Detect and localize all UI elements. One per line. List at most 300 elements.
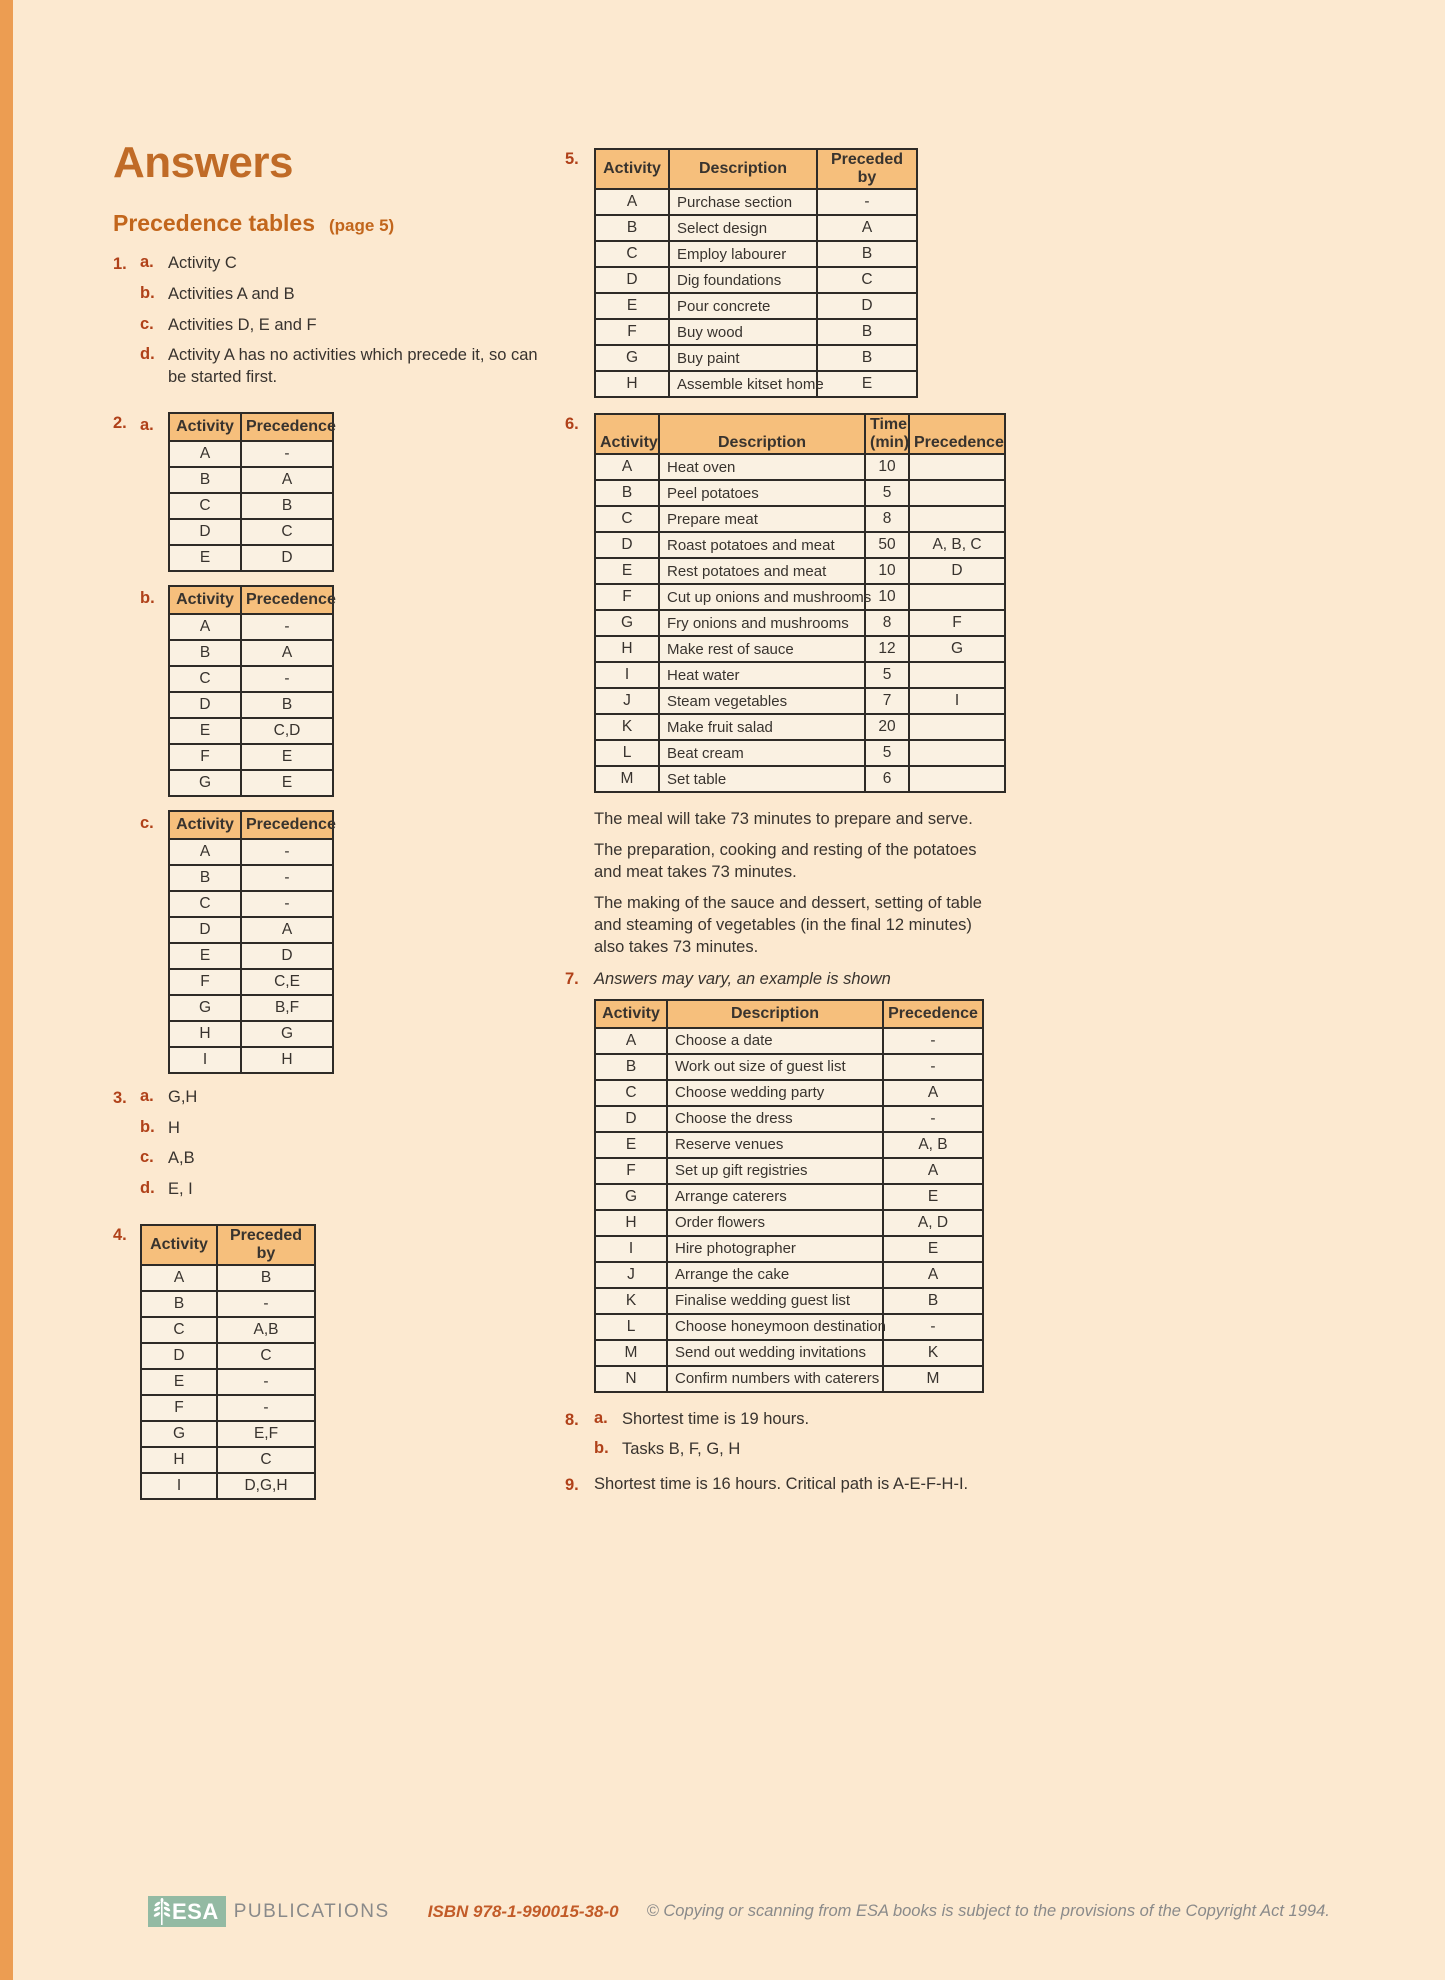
question-8-answers — [594, 1409, 1013, 1471]
item-letter: b. — [594, 1439, 609, 1458]
table-cell: Pour concrete — [669, 293, 817, 319]
table-cell: 10 — [865, 584, 909, 610]
table-cell: I — [169, 1047, 241, 1073]
fern-icon — [152, 1898, 172, 1925]
table-cell: E — [169, 718, 241, 744]
question-6-discussion — [594, 809, 1002, 959]
table-cell: A — [883, 1080, 983, 1106]
item-text: Shortest time is 19 hours. — [622, 1409, 810, 1428]
table-cell: D — [169, 519, 241, 545]
table-cell: Finalise wedding guest list — [667, 1288, 883, 1314]
table-cell: G — [169, 995, 241, 1021]
table-cell: 8 — [865, 506, 909, 532]
table-cell: B — [883, 1288, 983, 1314]
column-header: Precedence — [241, 586, 333, 614]
table-row — [169, 718, 333, 744]
table-cell: H — [595, 636, 659, 662]
table-cell: M — [595, 766, 659, 792]
copyright-notice: © Copying or scanning from ESA books is subject to the provisions of the Copyright Act 1994. — [646, 1902, 1330, 1920]
question-5 — [565, 138, 1013, 398]
table-row — [169, 441, 333, 467]
isbn-text: ISBN 978-1-990015-38-0 — [427, 1901, 619, 1921]
table-row — [595, 1236, 983, 1262]
table-cell: F — [169, 969, 241, 995]
table-cell: Heat oven — [659, 454, 865, 480]
table-cell: H — [595, 371, 669, 397]
table-cell: Make rest of sauce — [659, 636, 865, 662]
table-row — [595, 688, 1005, 714]
answer-item — [140, 1118, 565, 1140]
question-number: 7. — [565, 969, 579, 988]
table-cell: Roast potatoes and meat — [659, 532, 865, 558]
table-cell: B — [817, 319, 917, 345]
table-cell: 8 — [865, 610, 909, 636]
table-cell: G — [595, 345, 669, 371]
table-cell: - — [241, 891, 333, 917]
table-cell: Beat cream — [659, 740, 865, 766]
table-cell: G — [141, 1421, 217, 1447]
table-cell: E — [595, 293, 669, 319]
table-row — [169, 943, 333, 969]
table-cell: - — [817, 189, 917, 215]
table-cell: M — [595, 1340, 667, 1366]
table-cell: I — [595, 1236, 667, 1262]
answer-item — [140, 1087, 565, 1109]
table-cell: C — [241, 519, 333, 545]
table-cell — [909, 714, 1005, 740]
table-row — [169, 744, 333, 770]
table-cell: A — [595, 189, 669, 215]
table-row — [595, 371, 917, 397]
table-cell: C,D — [241, 718, 333, 744]
table-cell: B — [241, 692, 333, 718]
column-header: Preceded by — [217, 1225, 315, 1265]
table-cell: Set up gift registries — [667, 1158, 883, 1184]
table-row — [595, 215, 917, 241]
table-cell: C — [217, 1447, 315, 1473]
table-cell: A — [169, 614, 241, 640]
column-header: Time (min) — [865, 414, 909, 454]
table-row — [595, 610, 1005, 636]
question-number: 1. — [113, 255, 127, 273]
table-row — [169, 545, 333, 571]
table-row — [595, 1028, 983, 1054]
table-cell: B — [169, 467, 241, 493]
table-cell: B — [241, 493, 333, 519]
question-number: 4. — [113, 1225, 127, 1244]
page-content — [113, 138, 1013, 1514]
table-cell — [909, 506, 1005, 532]
table-cell: E — [241, 770, 333, 796]
table-cell: C — [141, 1317, 217, 1343]
table-cell: Prepare meat — [659, 506, 865, 532]
table-cell: Purchase section — [669, 189, 817, 215]
table-row — [141, 1369, 315, 1395]
table-row — [169, 891, 333, 917]
column-header: Activity — [595, 1000, 667, 1028]
table-cell: A — [595, 1028, 667, 1054]
table-cell: I — [595, 662, 659, 688]
table-row — [141, 1421, 315, 1447]
table-row — [595, 740, 1005, 766]
table-cell: - — [883, 1028, 983, 1054]
table-row — [169, 917, 333, 943]
table-row — [595, 506, 1005, 532]
table-cell: E — [595, 558, 659, 584]
item-letter: c. — [140, 813, 154, 832]
question-3-answers — [140, 1087, 565, 1210]
item-text: Activities D, E and F — [168, 315, 317, 334]
table-row — [595, 1080, 983, 1106]
question-8 — [565, 1409, 1013, 1471]
page-edge-strip — [0, 0, 13, 1980]
question-3 — [113, 1087, 565, 1210]
table-row — [595, 189, 917, 215]
table-cell: F — [169, 744, 241, 770]
column-header: Description — [667, 1000, 883, 1028]
table-cell: J — [595, 1262, 667, 1288]
esa-publications-logo — [148, 1896, 226, 1927]
item-letter: b. — [140, 588, 155, 607]
question-1 — [113, 253, 565, 398]
table-cell: C — [169, 666, 241, 692]
table-cell: D,G,H — [217, 1473, 315, 1499]
column-header: Precedence — [241, 413, 333, 441]
table-cell: G — [169, 770, 241, 796]
table-row — [595, 293, 917, 319]
table-cell: N — [595, 1366, 667, 1392]
table-row — [595, 345, 917, 371]
table-cell: F — [141, 1395, 217, 1421]
table-row — [595, 1262, 983, 1288]
table-cell: K — [595, 1288, 667, 1314]
item-letter: c. — [140, 314, 154, 333]
header-row — [595, 149, 917, 189]
table-cell: H — [241, 1047, 333, 1073]
header-row — [595, 1000, 983, 1028]
question-7 — [565, 968, 1013, 993]
table-cell: Fry onions and mushrooms — [659, 610, 865, 636]
table-cell: Make fruit salad — [659, 714, 865, 740]
table-cell: Rest potatoes and meat — [659, 558, 865, 584]
table-cell: Select design — [669, 215, 817, 241]
table-cell: A — [595, 454, 659, 480]
item-letter: d. — [140, 345, 155, 364]
table-row — [595, 766, 1005, 792]
table-row — [169, 839, 333, 865]
table-cell: L — [595, 740, 659, 766]
precedence-table-6 — [594, 413, 1006, 793]
header-row — [169, 413, 333, 441]
question-2-tables — [140, 412, 334, 1087]
table-cell: Choose honeymoon destination — [667, 1314, 883, 1340]
column-header: Activity — [595, 149, 669, 189]
table-cell: D — [141, 1343, 217, 1369]
esa-logo-text: ESA — [172, 1898, 219, 1924]
item-text: Activity C — [168, 254, 237, 272]
item-letter: b. — [140, 1117, 155, 1136]
table-cell: - — [217, 1291, 315, 1317]
table-cell: C — [169, 891, 241, 917]
table-cell: A — [241, 640, 333, 666]
table-cell: Choose a date — [667, 1028, 883, 1054]
column-header: Activity — [169, 413, 241, 441]
table-row — [595, 319, 917, 345]
table-row — [141, 1395, 315, 1421]
table-cell: E — [817, 371, 917, 397]
precedence-table-2b — [168, 585, 334, 797]
table-cell: C,E — [241, 969, 333, 995]
table-row — [595, 532, 1005, 558]
table-cell: G — [595, 610, 659, 636]
table-cell: - — [241, 666, 333, 692]
item-text: A,B — [168, 1149, 195, 1168]
table-row — [595, 1314, 983, 1340]
table-cell: - — [241, 614, 333, 640]
table-row — [595, 454, 1005, 480]
publisher-name: PUBLICATIONS — [233, 1900, 390, 1922]
table-block-2b — [140, 585, 334, 797]
table-cell: Buy paint — [669, 345, 817, 371]
question-9 — [565, 1474, 1013, 1496]
table-row — [169, 519, 333, 545]
table-row — [169, 640, 333, 666]
table-cell: F — [595, 319, 669, 345]
table-cell: 12 — [865, 636, 909, 662]
table-cell: - — [241, 839, 333, 865]
table-row — [141, 1473, 315, 1499]
table-row — [169, 493, 333, 519]
column-header: Description — [659, 414, 865, 454]
table-cell: B — [169, 640, 241, 666]
item-text: G,H — [168, 1087, 198, 1106]
table-cell: 10 — [865, 558, 909, 584]
table-cell: Work out size of guest list — [667, 1054, 883, 1080]
column-header: Activity — [141, 1225, 217, 1265]
table-cell: - — [241, 441, 333, 467]
table-cell: E — [883, 1236, 983, 1262]
question-number: 8. — [565, 1410, 579, 1429]
question-6 — [565, 413, 1013, 793]
table-cell: D — [595, 267, 669, 293]
table-row — [595, 584, 1005, 610]
column-header: Activity — [595, 414, 659, 454]
table-cell: F — [595, 584, 659, 610]
table-cell: 7 — [865, 688, 909, 714]
left-column — [113, 138, 565, 1514]
right-column — [565, 138, 1013, 1514]
table-row — [595, 241, 917, 267]
item-letter: a. — [140, 1086, 154, 1105]
table-cell: J — [595, 688, 659, 714]
table-cell: E — [241, 744, 333, 770]
table-cell: Arrange caterers — [667, 1184, 883, 1210]
table-cell: A — [169, 839, 241, 865]
table-cell: A — [817, 215, 917, 241]
table-block-2c — [140, 810, 334, 1074]
table-cell: 20 — [865, 714, 909, 740]
table-row — [141, 1447, 315, 1473]
header-row — [169, 586, 333, 614]
table-cell: B — [595, 215, 669, 241]
table-cell: D — [241, 545, 333, 571]
table-row — [595, 267, 917, 293]
table-row — [169, 865, 333, 891]
header-row — [595, 414, 1005, 454]
table-cell: 5 — [865, 740, 909, 766]
table-cell: Cut up onions and mushrooms — [659, 584, 865, 610]
table-row — [595, 1210, 983, 1236]
item-letter: a. — [140, 415, 154, 434]
table-cell: C — [595, 241, 669, 267]
column-header: Activity — [169, 586, 241, 614]
precedence-table-4 — [140, 1224, 316, 1500]
table-cell — [909, 740, 1005, 766]
table-cell: I — [141, 1473, 217, 1499]
table-cell: B — [217, 1265, 315, 1291]
table-row — [595, 636, 1005, 662]
table-block-2a — [140, 412, 334, 572]
table-row — [141, 1291, 315, 1317]
table-cell: L — [595, 1314, 667, 1340]
table-cell: B — [817, 345, 917, 371]
table-row — [141, 1317, 315, 1343]
item-text: E, I — [168, 1180, 193, 1199]
table-cell: G — [241, 1021, 333, 1047]
table-cell: Reserve venues — [667, 1132, 883, 1158]
answer-item — [140, 1179, 565, 1201]
table-cell: D — [169, 692, 241, 718]
item-text: Tasks B, F, G, H — [622, 1440, 741, 1459]
footer — [148, 1896, 1330, 1927]
table-cell: B,F — [241, 995, 333, 1021]
item-text: Activities A and B — [168, 284, 295, 303]
table-cell: A, B — [883, 1132, 983, 1158]
table-cell: D — [169, 917, 241, 943]
table-row — [169, 770, 333, 796]
precedence-table-2a — [168, 412, 334, 572]
paragraph: The preparation, cooking and resting of the potatoes and meat takes 73 minutes. — [594, 840, 977, 881]
table-row — [169, 666, 333, 692]
table-cell: Confirm numbers with caterers — [667, 1366, 883, 1392]
table-row — [141, 1343, 315, 1369]
question-number: 5. — [565, 150, 579, 168]
table-cell: H — [169, 1021, 241, 1047]
table-row — [595, 1132, 983, 1158]
table-row — [595, 1288, 983, 1314]
answer-item — [140, 315, 565, 337]
table-cell: C — [595, 506, 659, 532]
table-row — [169, 1047, 333, 1073]
table-cell: K — [595, 714, 659, 740]
table-cell — [909, 766, 1005, 792]
paragraph: The meal will take 73 minutes to prepare and serve. — [594, 810, 973, 828]
table-cell: Arrange the cake — [667, 1262, 883, 1288]
table-row — [595, 714, 1005, 740]
table-cell: - — [883, 1054, 983, 1080]
table-row — [595, 662, 1005, 688]
answer-item — [140, 284, 565, 306]
table-cell: - — [883, 1314, 983, 1340]
table-cell: C — [169, 493, 241, 519]
table-cell: E — [169, 943, 241, 969]
table-cell — [909, 480, 1005, 506]
item-letter: b. — [140, 283, 155, 302]
table-cell: A — [883, 1158, 983, 1184]
table-cell: I — [909, 688, 1005, 714]
item-letter: a. — [140, 253, 154, 271]
table-cell: Assemble kitset home — [669, 371, 817, 397]
column-header: Activity — [169, 811, 241, 839]
question-number: 3. — [113, 1088, 127, 1107]
item-text: H — [168, 1118, 180, 1137]
column-header: Preceded by — [817, 149, 917, 189]
table-cell: A — [141, 1265, 217, 1291]
table-cell: E — [595, 1132, 667, 1158]
column-header: Precedence — [909, 414, 1005, 454]
precedence-table-5 — [594, 148, 918, 398]
item-text: Activity A has no activities which precede it, so can be started first. — [168, 346, 538, 387]
header-row — [169, 811, 333, 839]
table-cell: 6 — [865, 766, 909, 792]
question-number: 9. — [565, 1476, 579, 1495]
table-cell: B — [595, 1054, 667, 1080]
table-cell: Heat water — [659, 662, 865, 688]
table-row — [595, 1366, 983, 1392]
table-cell: Order flowers — [667, 1210, 883, 1236]
column-header: Precedence — [883, 1000, 983, 1028]
table-cell: - — [217, 1369, 315, 1395]
table-cell: M — [883, 1366, 983, 1392]
table-row — [169, 467, 333, 493]
table-row — [595, 558, 1005, 584]
table-cell: F — [595, 1158, 667, 1184]
paragraph: The making of the sauce and dessert, setting of table and steaming of vegetables (in the final 12 minutes) also takes 73 minutes. — [594, 893, 982, 956]
table-cell: Employ labourer — [669, 241, 817, 267]
section-page-ref: (page 5) — [329, 216, 395, 235]
table-row — [169, 969, 333, 995]
column-header: Precedence — [241, 811, 333, 839]
table-cell: G — [595, 1184, 667, 1210]
question-1-answers — [140, 253, 565, 398]
table-cell: E,F — [217, 1421, 315, 1447]
table-cell: H — [141, 1447, 217, 1473]
table-cell: A,B — [217, 1317, 315, 1343]
table-cell: - — [883, 1106, 983, 1132]
table-cell: Hire photographer — [667, 1236, 883, 1262]
table-cell: Set table — [659, 766, 865, 792]
table-cell: K — [883, 1340, 983, 1366]
table-cell: C — [595, 1080, 667, 1106]
table-row — [595, 1158, 983, 1184]
table-cell: Dig foundations — [669, 267, 817, 293]
table-cell: B — [817, 241, 917, 267]
table-cell: Steam vegetables — [659, 688, 865, 714]
table-cell: Peel potatoes — [659, 480, 865, 506]
table-cell: A — [241, 917, 333, 943]
precedence-table-2c — [168, 810, 334, 1074]
section-heading-text: Precedence tables — [113, 210, 316, 236]
table-row — [169, 995, 333, 1021]
question-9-answer: Shortest time is 16 hours. Critical path is A-E-F-H-I. — [594, 1475, 969, 1494]
question-number: 2. — [113, 413, 127, 432]
table-row — [595, 1184, 983, 1210]
item-letter: a. — [594, 1408, 608, 1427]
table-cell: 5 — [865, 480, 909, 506]
answer-item — [140, 253, 565, 275]
item-letter: d. — [140, 1179, 155, 1198]
table-cell: B — [141, 1291, 217, 1317]
